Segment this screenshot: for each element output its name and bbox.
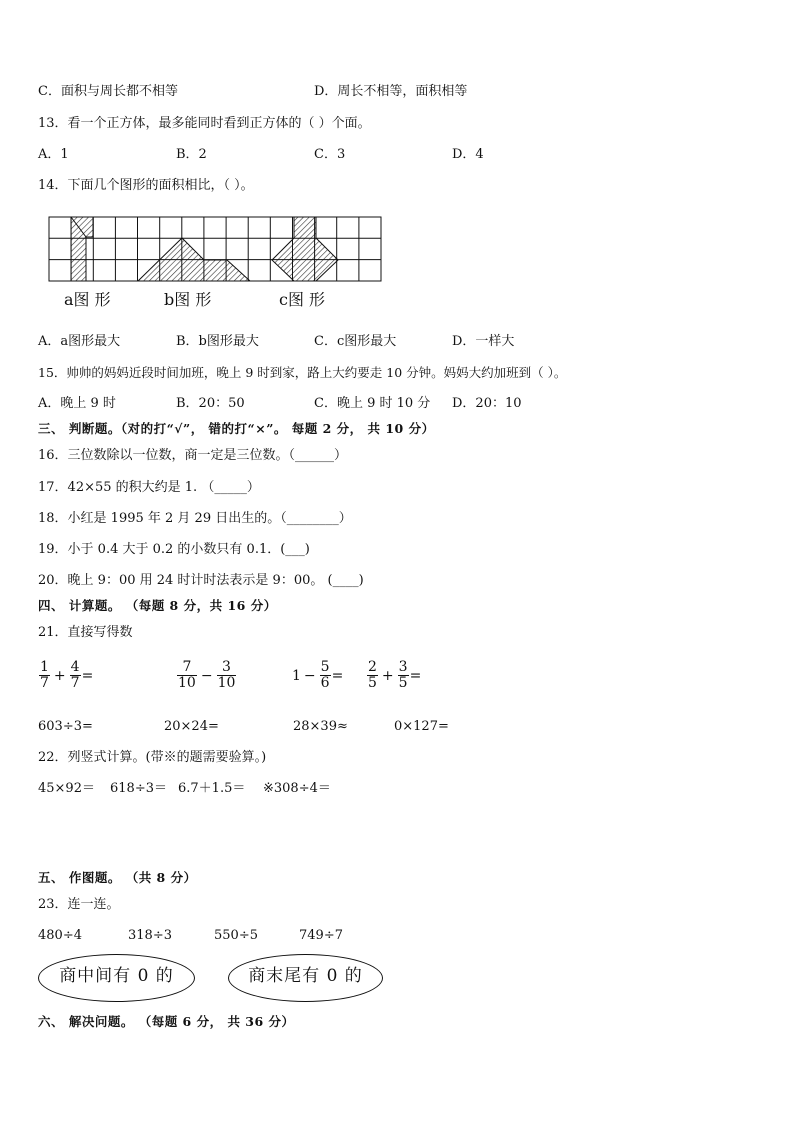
figure-a-shape [71, 217, 93, 281]
q22-item-2: 618÷3＝ [110, 781, 167, 796]
q21-fraction-3: 1 − $\frac{5}{6}$ = [292, 659, 344, 691]
q22-stem: 22．列竖式计算。(带※的题需要验算。) [38, 750, 267, 765]
section5-title: 五、 作图题。 （共 8 分） [38, 870, 197, 885]
q21-stem: 21．直接写得数 [38, 625, 133, 640]
q13-option-c: C．3 [314, 147, 346, 162]
q15-option-b: B．20：50 [176, 396, 245, 411]
q23-item-3: 550÷5 [214, 928, 258, 943]
figure-b-label: b图 形 [164, 290, 212, 309]
q23-item-4: 749÷7 [299, 928, 343, 943]
q21-row2-item-1: 603÷3= [38, 719, 93, 734]
q15-option-c: C．晚上 9 时 10 分 [314, 396, 431, 411]
q14-grid-figure [46, 214, 384, 284]
oval-middle-zero-label: 商中间有 0 的 [59, 966, 174, 986]
judge-item-19: 19．小于 0.4 大于 0.2 的小数只有 0.1．(___) [38, 542, 310, 557]
q13-stem: 13．看一个正方体，最多能同时看到正方体的（ ）个面。 [38, 116, 371, 131]
q14-option-a: A．a图形最大 [38, 334, 121, 349]
q21-row2-item-2: 20×24= [164, 719, 219, 734]
oval-end-zero [228, 954, 383, 1002]
judge-item-18: 18．小红是 1995 年 2 月 29 日出生的。（________） [38, 511, 352, 526]
q21-fraction-4: 2 5 + $\frac{3}{5}$ = [368, 659, 422, 691]
section4-title: 四、 计算题。 （每题 8 分，共 16 分） [38, 598, 277, 613]
figure-c-shape [272, 217, 338, 281]
q21-row2-item-4: 0×127= [394, 719, 449, 734]
q13-option-b: B．2 [176, 147, 207, 162]
q21-row2-item-3: 28×39≈ [293, 719, 348, 734]
figure-c-label: c图 形 [279, 290, 326, 309]
oval-end-zero-label: 商末尾有 0 的 [248, 966, 363, 986]
q12-option-d: D．周长不相等，面积相等 [314, 84, 468, 99]
q13-option-d: D．4 [452, 147, 484, 162]
q14-option-d: D．一样大 [452, 334, 515, 349]
judge-item-20: 20．晚上 9：00 用 24 时计时法表示是 9：00。 (____) [38, 573, 364, 588]
q15-option-a: A．晚上 9 时 [38, 396, 116, 411]
q21-fraction-1: 1 7 + $\frac{4}{7}$ = [40, 659, 94, 691]
section6-title: 六、 解决问题。 （每题 6 分， 共 36 分） [38, 1014, 295, 1029]
q21-fraction-2: 7 10 − $\frac{3}{10}$ [178, 659, 236, 691]
figure-a-label: a图 形 [64, 290, 111, 309]
q14-stem: 14．下面几个图形的面积相比，（ ）。 [38, 178, 254, 193]
section3-title: 三、 判断题。（对的打“√”， 错的打“×”。 每题 2 分， 共 10 分） [38, 421, 435, 436]
judge-item-16: 16．三位数除以一位数，商一定是三位数。（______） [38, 448, 348, 463]
oval-middle-zero [38, 954, 195, 1002]
q15-stem: 15．帅帅的妈妈近段时间加班，晚上 9 时到家，路上大约要走 10 分钟。妈妈大约加班到（ ）。 [38, 365, 567, 380]
q23-item-2: 318÷3 [128, 928, 172, 943]
q22-item-4: ※308÷4＝ [263, 781, 331, 796]
q23-stem: 23．连一连。 [38, 897, 120, 912]
q14-option-b: B．b图形最大 [176, 334, 259, 349]
judge-item-17: 17．42×55 的积大约是 1. （_____） [38, 480, 260, 495]
q23-item-1: 480÷4 [38, 928, 82, 943]
q22-item-1: 45×92＝ [38, 781, 95, 796]
q14-option-c: C．c图形最大 [314, 334, 397, 349]
q15-option-d: D．20：10 [452, 396, 522, 411]
q13-option-a: A．1 [38, 147, 69, 162]
q22-item-3: 6.7＋1.5＝ [178, 781, 246, 796]
q12-option-c: C．面积与周长都不相等 [38, 84, 178, 99]
